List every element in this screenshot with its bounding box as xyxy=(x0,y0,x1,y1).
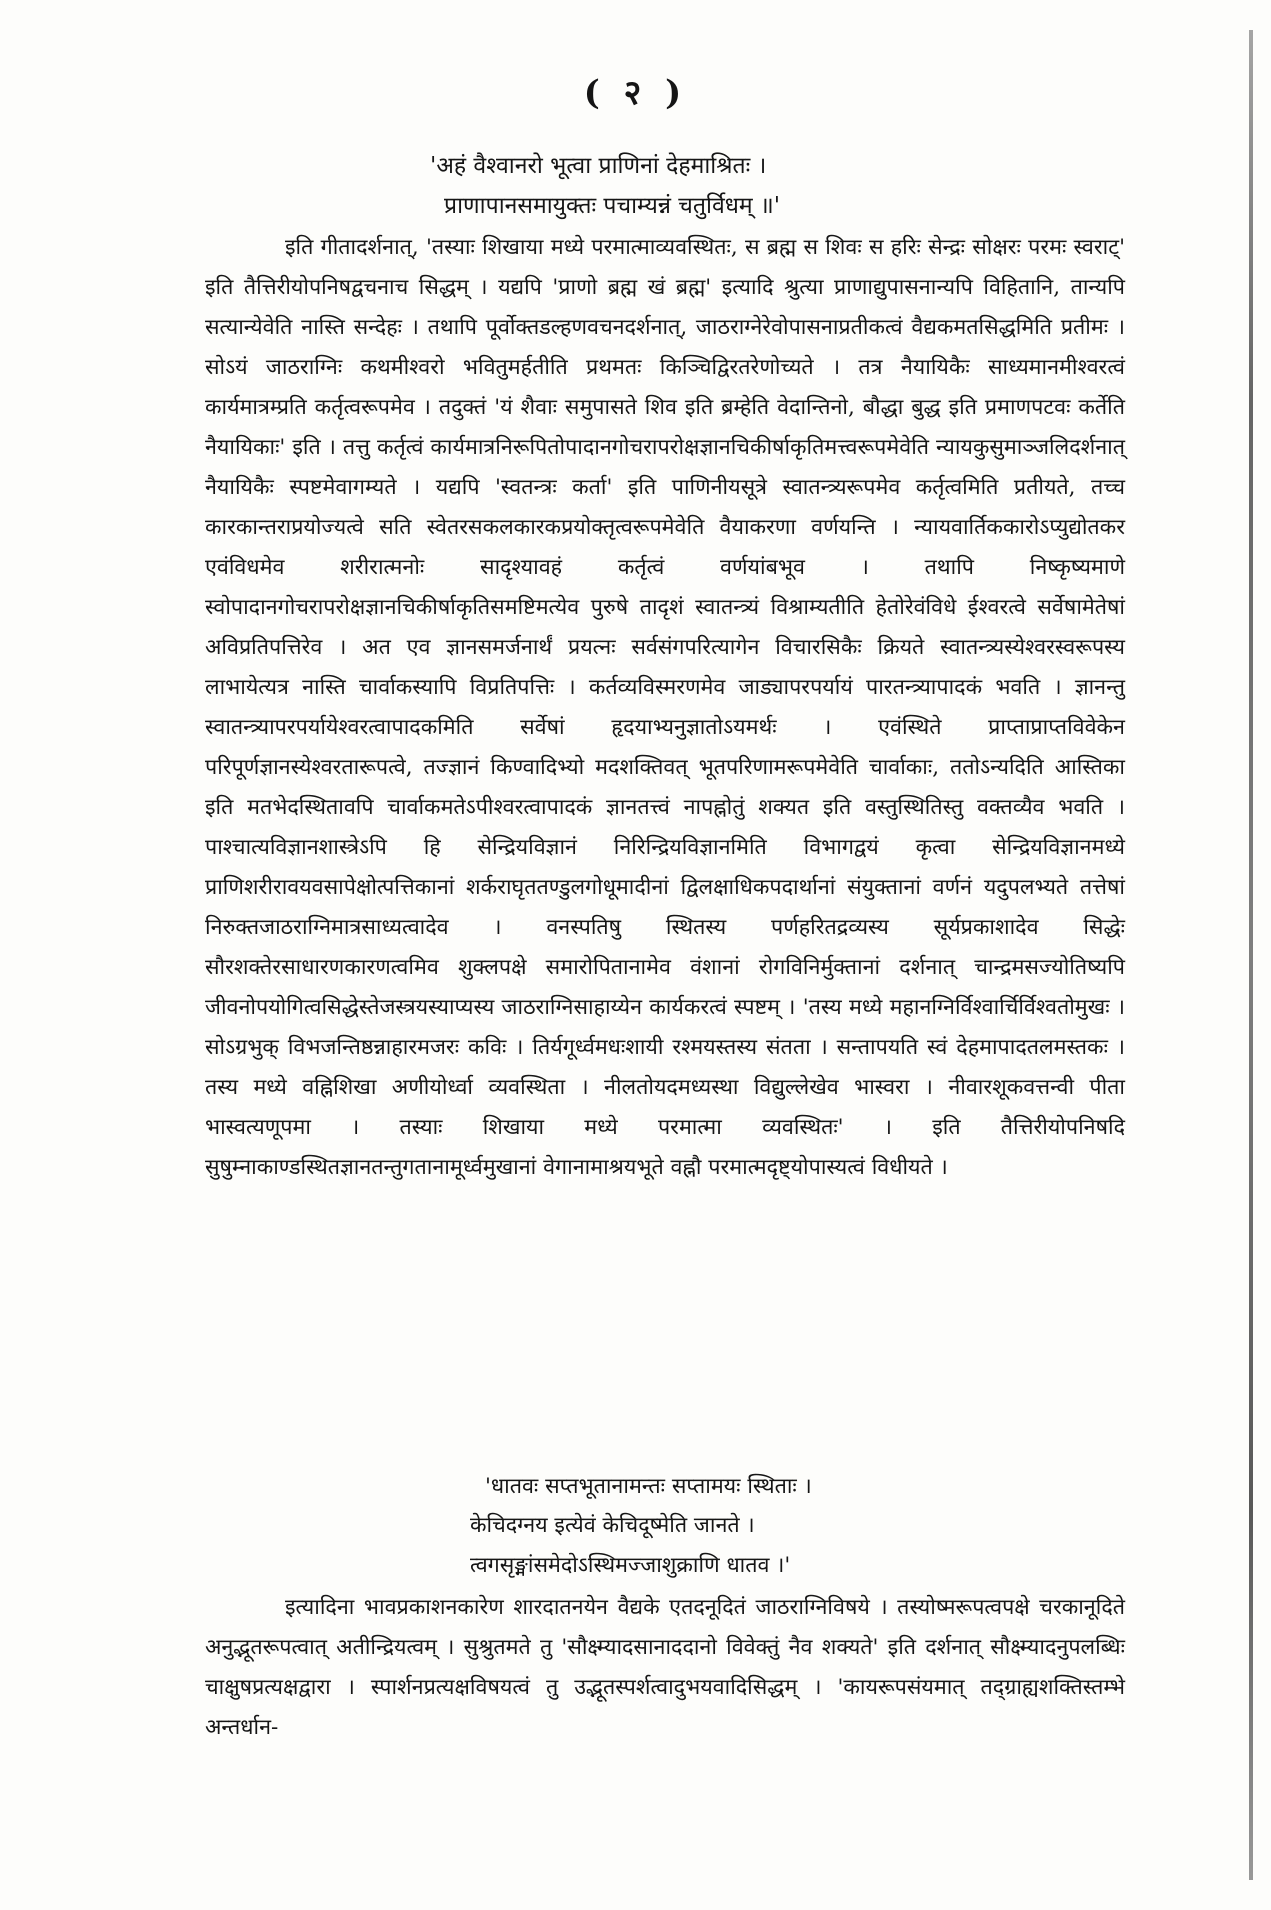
closing-paragraph xyxy=(205,1588,1125,1748)
main-paragraph xyxy=(205,228,1125,1188)
verse-mid-line-3: त्वगसृङ्मांसमेदोऽस्थिमज्जाशुक्राणि धातव ।' xyxy=(470,1553,791,1578)
paragraph-1: इति गीतादर्शनात्, 'तस्याः शिखाया मध्ये परमात्माव्यवस्थितः, स ब्रह्म स शिवः स हरिः सेन्द्रः सोक्षरः परमः स्वराट्' इति तैत्तिरीयोपनिषद्वचनाच सिद्धम् । यद्यपि 'प्राणो ब्रह्म खं ब्रह्म' इत्यादि श्रुत्या प्राणाद्युपासनान्यपि विहितानि, तान्यपि सत्यान्येवेति नास्ति सन्देहः । तथापि पूर्वोक्तडल्हणवचनदर्शनात्, जाठराग्नेरेवोपासनाप्रतीकत्वं वैद्यकमतसिद्धमिति प्रतीमः । सोऽयं जाठराग्निः कथमीश्वरो भवितुमर्हतीति प्रथमतः किञ्चिद्विरतरेणोच्यते । तत्र नैयायिकैः साध्यमानमीश्वरत्वं कार्यमात्रम्प्रति कर्तृत्वरूपमेव । तदुक्तं 'यं शैवाः समुपासते शिव इति ब्रम्हेति वेदान्तिनो, बौद्धा बुद्ध इति प्रमाणपटवः कर्तेति नैयायिकाः' इति । तत्तु कर्तृत्वं कार्यमात्रनिरूपितोपादानगोचरापरोक्षज्ञानचिकीर्षाकृतिमत्त्वरूपमेवेति न्यायकुसुमाञ्जलिदर्शनात् नैयायिकैः स्पष्टमेवागम्यते । यद्यपि 'स्वतन्त्रः कर्ता' इति पाणिनीयसूत्रे स्वातन्त्र्यरूपमेव कर्तृत्वमिति प्रतीयते, तच्च कारकान्तराप्रयोज्यत्वे सति स्वेतरसकलकारकप्रयोक्तृत्वरूपमेवेति वैयाकरणा वर्णयन्ति । न्यायवार्तिककारोऽप्युद्योतकर एवंविधमेव शरीरात्मनोः सादृश्यावहं कर्तृत्वं वर्णयांबभूव । तथापि निष्कृष्यमाणे स्वोपादानगोचरापरोक्षज्ञानचिकीर्षाकृतिसमष्टिमत्येव पुरुषे तादृशं स्वातन्त्र्यं विश्राम्यतीति हेतोरेवंविधे ईश्वरत्वे सर्वेषामेतेषां अविप्रतिपत्तिरेव । अत एव ज्ञानसमर्जनार्थं प्रयत्नः सर्वसंगपरित्यागेन विचारसिकैः क्रियते स्वातन्त्र्यस्येश्वरस्वरूपस्य लाभायेत्यत्र नास्ति चार्वाकस्यापि विप्रतिपत्तिः । कर्तव्यविस्मरणमेव जाड्यापरपर्यायं पारतन्त्र्यापादकं भवति । ज्ञानन्तु स्वातन्त्र्यापरपर्यायेश्वरत्वापादकमिति सर्वेषां हृदयाभ्यनुज्ञातोऽयमर्थः । एवंस्थिते प्राप्ताप्राप्तविवेकेन परिपूर्णज्ञानस्येश्वरतारूपत्वे, तज्ज्ञानं किण्वादिभ्यो मदशक्तिवत् भूतपरिणामरूपमेवेति चार्वाकाः, ततोऽन्यदिति आस्तिका इति मतभेदस्थितावपि चार्वाकमतेऽपीश्वरत्वापादकं ज्ञानतत्त्वं नापह्नोतुं शक्यत इति वस्तुस्थितिस्तु वक्तव्यैव भवति । पाश्चात्यविज्ञानशास्त्रेऽपि हि सेन्द्रियविज्ञानं निरिन्द्रियविज्ञानमिति विभागद्वयं कृत्वा सेन्द्रियविज्ञानमध्ये प्राणिशरीरावयवसापेक्षोत्पत्तिकानां शर्कराघृततण्डुलगोधूमादीनां द्विलक्षाधिकपदार्थानां संयुक्तानां वर्णनं यदुपलभ्यते तत्तेषां निरुक्तजाठराग्निमात्रसाध्यत्वादेव । वनस्पतिषु स्थितस्य पर्णहरितद्रव्यस्य सूर्यप्रकाशादेव सिद्धेः सौरशक्तेरसाधारणकारणत्वमिव शुक्लपक्षे समारोपितानामेव वंशानां रोगविनिर्मुक्तानां दर्शनात् चान्द्रमसज्योतिष्यपि जीवनोपयोगित्वसिद्धेस्तेजस्त्रयस्याप्यस्य जाठराग्निसाहाय्येन कार्यकरत्वं स्पष्टम् । 'तस्य मध्ये महानग्निर्विश्वार्चिर्विश्वतोमुखः । सोऽग्रभुक् विभजन्तिष्ठन्नाहारमजरः कविः । तिर्यगूर्ध्वमधःशायी रश्मयस्तस्य संतता । सन्तापयति स्वं देहमापादतलमस्तकः । तस्य मध्ये वह्निशिखा अणीयोर्ध्वा व्यवस्थिता । नीलतोयदमध्यस्था विद्युल्लेखेव भास्वरा । नीवारशूकवत्तन्वी पीता भास्वत्यणूपमा । तस्याः शिखाया मध्ये परमात्मा व्यवस्थितः' । इति तैत्तिरीयोपनिषदि सुषुम्नाकाण्डस्थितज्ञानतन्तुगतानामूर्ध्वमुखानां वेगानामाश्रयभूते वह्नौ परमात्मदृष्ट्योपास्यत्वं विधीयते । xyxy=(205,235,1125,1180)
verse-line-1: 'अहं वैश्वानरो भूत्वा प्राणिनां देहमाश्रितः । xyxy=(430,153,767,179)
page-number: ( २ ) xyxy=(583,73,688,113)
page-edge-shadow xyxy=(1249,30,1253,1880)
verse-mid-line-2: केचिदग्नय इत्येवं केचिदूष्मेति जानते । xyxy=(470,1513,755,1538)
verse-line-2: प्राणापानसमायुक्तः पचाम्यन्नं चतुर्विधम् ॥' xyxy=(444,193,781,219)
verse-mid-line-1: 'धातवः सप्तभूतानामन्तः सप्तामयः स्थिताः । xyxy=(485,1474,812,1499)
paragraph-2: इत्यादिना भावप्रकाशनकारेण शारदातनयेन वैद्यके एतदनूदितं जाठराग्निविषये । तस्योष्मरूपत्वपक्षे चरकानूदिते अनुद्भूतरूपत्वात् अतीन्द्रियत्वम् । सुश्रुतमते तु 'सौक्ष्म्यादसानाददानो विवेक्तुं नैव शक्यते' इति दर्शनात् सौक्ष्म्यादनुपलब्धिः चाक्षुषप्रत्यक्षद्वारा । स्पार्शनप्रत्यक्षविषयत्वं तु उद्भूतस्पर्शत्वादुभयवादिसिद्धम् । 'कायरूपसंयमात् तद्ग्राह्यशक्तिस्तम्भे अन्तर्धान- xyxy=(205,1595,1125,1740)
